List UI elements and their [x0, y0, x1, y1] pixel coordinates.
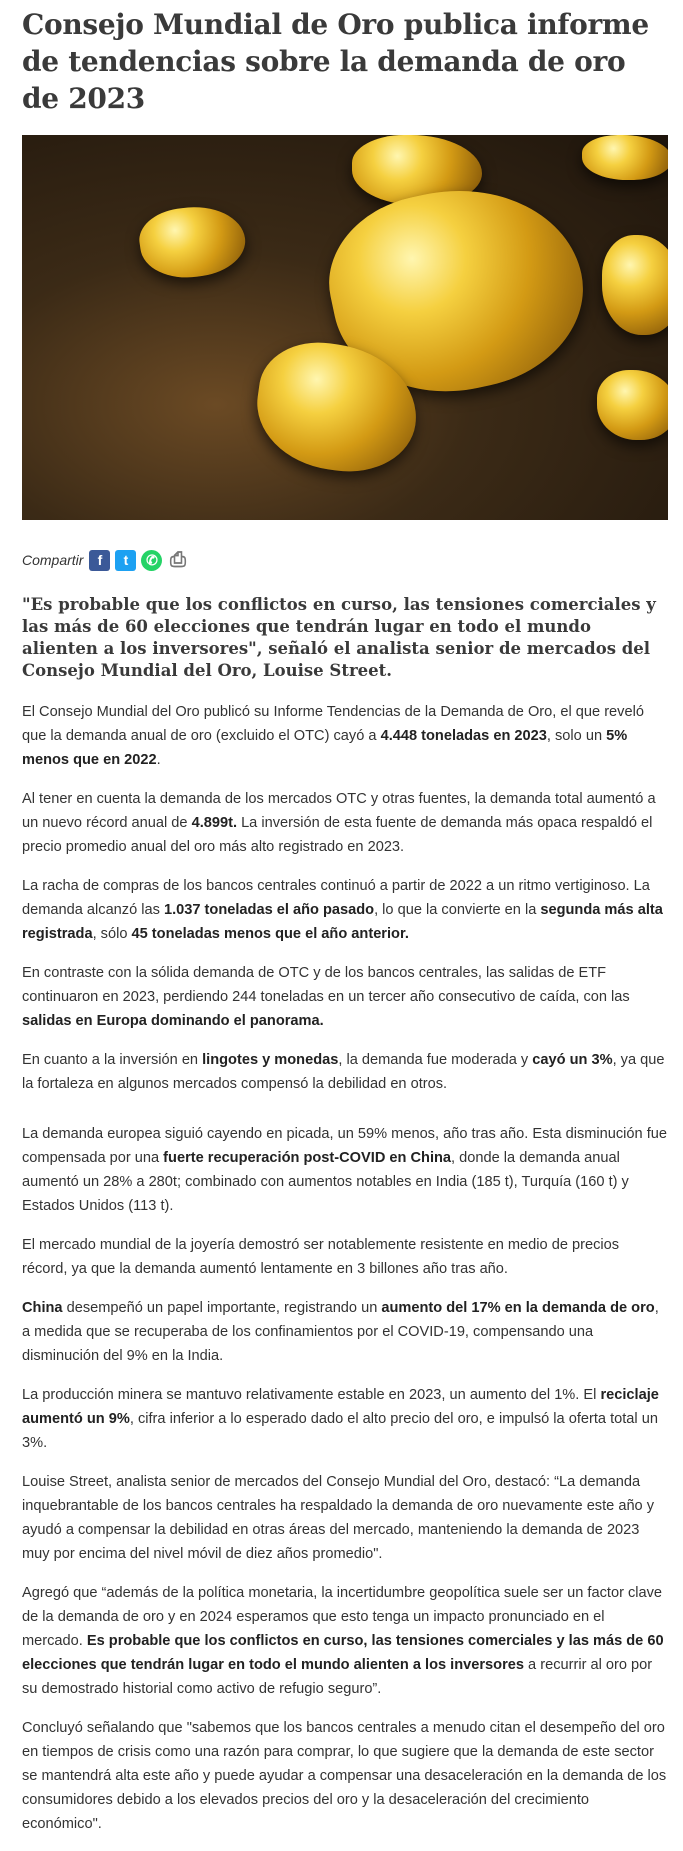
- text: .: [156, 752, 161, 768]
- nugget: [597, 370, 668, 440]
- bold-text: fuerte recuperación post-COVID en China: [163, 1150, 452, 1166]
- text: , ya que la fortaleza en algunos mercados compensó la debilidad en otros.: [22, 1052, 665, 1092]
- nugget: [136, 200, 250, 284]
- article-paragraph: [22, 1383, 668, 1455]
- text: , lo que la convierte en la: [374, 902, 541, 918]
- article-paragraph: [22, 1122, 668, 1218]
- print-icon[interactable]: ⎙: [167, 550, 188, 571]
- text: En cuanto a la inversión en: [22, 1052, 203, 1068]
- share-bar: [22, 548, 668, 572]
- bold-text: 4.448 toneladas en 2023: [380, 728, 547, 744]
- text: La demanda europea siguió cayendo en picada, un 59% menos, año tras año. Esta disminución fue compensada por una: [22, 1126, 667, 1166]
- text: desempeñó un papel importante, registrando un: [62, 1300, 382, 1316]
- whatsapp-icon[interactable]: ✆: [141, 550, 162, 571]
- text: , solo un: [546, 728, 607, 744]
- twitter-icon[interactable]: t: [115, 550, 136, 571]
- bold-text: reciclaje aumentó un 9%: [22, 1387, 659, 1427]
- bold-text: cayó un 3%: [532, 1052, 613, 1068]
- article-paragraph: [22, 961, 668, 1033]
- bold-text: China: [22, 1300, 63, 1316]
- article-paragraph: [22, 1233, 668, 1281]
- share-label: Compartir: [22, 552, 84, 568]
- article-title: Consejo Mundial de Oro publica informe de tendencias sobre la demanda de oro de 2023: [22, 8, 649, 115]
- text: , cifra inferior a lo esperado dado el alto precio del oro, e impulsó la oferta total un 3%.: [22, 1411, 658, 1451]
- text: , la demanda fue moderada y: [338, 1052, 533, 1068]
- bold-text: Es probable que los conflictos en curso, las tensiones comerciales y las más de 60 elecciones que tendrán lugar en todo el mundo alienten a los inversores: [22, 1633, 664, 1673]
- text: La racha de compras de los bancos centrales continuó a partir de 2022 a un ritmo vertiginoso. La demanda alcanzó las: [22, 878, 650, 918]
- text: El Consejo Mundial del Oro publicó su Informe Tendencias de la Demanda de Oro, el que reveló que la demanda anual de oro (excluido el OTC) cayó a: [22, 704, 644, 744]
- article-paragraph: [22, 874, 668, 946]
- article-paragraph: [22, 700, 668, 772]
- text: Concluyó señalando que "sabemos que los bancos centrales a menudo citan el desempeño del oro en tiempos de crisis como una razón para comprar, lo que sugiere que la demanda de este sector se mantendrá alta este año y puede ayudar a compensar una desaceleración en la demanda de los consumidores debido a los elevados precios del oro y la desaceleración del crecimiento económico".: [22, 1720, 667, 1832]
- text: Louise Street, analista senior de mercados del Consejo Mundial del Oro, destacó: “La demanda inquebrantable de los bancos centrales ha respaldado la demanda de oro nuevamente este año y ayudó a compensar la debilidad en otras áreas del mercado, manteniendo la demanda de 2023 muy por encima del nivel móvil de diez años promedio".: [22, 1474, 655, 1562]
- text: a recurrir al oro por su demostrado historial como activo de refugio seguro”.: [22, 1657, 653, 1697]
- bold-text: aumento del 17% en la demanda de oro: [381, 1300, 655, 1316]
- nugget: [582, 135, 668, 180]
- article-paragraph: [22, 1581, 668, 1701]
- text: La inversión de esta fuente de demanda más opaca respaldó el precio promedio anual del oro más alto registrado en 2023.: [22, 815, 653, 855]
- bold-text: lingotes y monedas: [202, 1052, 339, 1068]
- article-lead: "Es probable que los conflictos en curso, las tensiones comerciales y las más de 60 elecciones que tendrán lugar en todo el mundo alienten a los inversores", señaló el analista senior de mercados del Consejo Mundial del Oro, Louise Street.: [22, 595, 656, 680]
- nugget: [602, 235, 668, 335]
- bold-text: segunda más alta registrada: [22, 902, 663, 942]
- gold-nuggets-image: [22, 135, 668, 520]
- text: , sólo: [92, 926, 132, 942]
- text: La producción minera se mantuvo relativamente estable en 2023, un aumento del 1%. El: [22, 1387, 601, 1403]
- article-paragraph: [22, 1048, 668, 1096]
- bold-text: 1.037 toneladas el año pasado: [163, 902, 375, 918]
- text: El mercado mundial de la joyería demostró ser notablemente resistente en medio de precios récord, ya que la demanda aumentó lentamente en 3 billones año tras año.: [22, 1237, 620, 1277]
- article-body: [22, 700, 668, 1836]
- text: Agregó que “además de la política monetaria, la incertidumbre geopolítica suele ser un factor clave de la demanda de oro y en 2024 esperamos que esto tenga un impacto pronunciado en el mercado.: [22, 1585, 663, 1649]
- bold-text: 4.899t.: [191, 815, 238, 831]
- bold-text: 5% menos que en 2022: [22, 728, 628, 768]
- text: En contraste con la sólida demanda de OTC y de los bancos centrales, las salidas de ETF continuaron en 2023, perdiendo 244 toneladas en un tercer año consecutivo de caída, con las: [22, 965, 630, 1005]
- article-paragraph: [22, 787, 668, 859]
- article-paragraph: [22, 1470, 668, 1566]
- text: , a medida que se recuperaba de los confinamientos por el COVID-19, compensando una disminución del 9% en la India.: [22, 1300, 659, 1364]
- bold-text: salidas en Europa dominando el panorama.: [22, 1013, 324, 1029]
- bold-text: 45 toneladas menos que el año anterior.: [131, 926, 409, 942]
- text: , donde la demanda anual aumentó un 28% a 280t; combinado con aumentos notables en India (185 t), Turquía (160 t) y Estados Unidos (113 t).: [22, 1150, 629, 1214]
- facebook-icon[interactable]: f: [89, 550, 110, 571]
- article-paragraph: [22, 1716, 668, 1836]
- article-paragraph: [22, 1296, 668, 1368]
- text: Al tener en cuenta la demanda de los mercados OTC y otras fuentes, la demanda total aumentó a un nuevo récord anual de: [22, 791, 656, 831]
